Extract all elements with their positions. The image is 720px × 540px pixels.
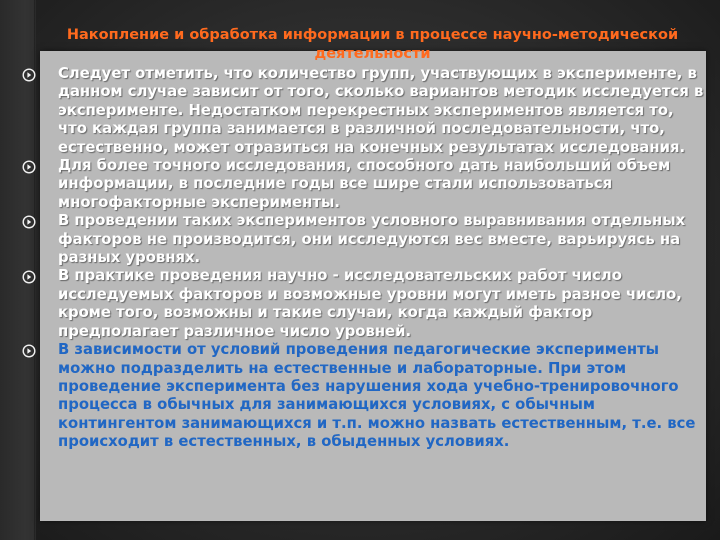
circled-arrow-icon (22, 270, 36, 284)
bullet-text: Для более точного исследования, способного дать наибольший объем информации, в последние годы все шире стали использоваться многофакторные эксперименты. (58, 157, 671, 211)
bullet-text: В проведении таких экспериментов условного выравнивания отдельных факторов не производится, они исследуются вес вместе, варьируясь на разных уровнях. (58, 212, 686, 267)
circled-arrow-icon (22, 215, 36, 229)
bullet-item (22, 65, 706, 157)
bullet-item-highlighted (22, 341, 706, 451)
bullet-text: В зависимости от условий проведения педагогические эксперименты можно подразделить на естественные и лабораторные. При этом проведение эксперимента без нарушения хода учебно-тренировочного процесса в обычных для занимающихся условиях, с обычным контингентом занимающихся и т.п. можно назвать естественным, т.е. все происходит в естественных, в обыденных условиях. (58, 341, 696, 451)
circled-arrow-icon (22, 160, 36, 174)
slide-title: Накопление и обработка информации в процессе научно-методической деятельности (66, 27, 679, 62)
bullet-text: В практике проведения научно - исследовательских работ число исследуемых факторов и возможные уровни могут иметь разное число, кроме того, возможны и такие случаи, когда каждый фактор предполагает различное число уровней. (58, 267, 682, 340)
bullet-list (22, 65, 706, 452)
bullet-item (22, 157, 706, 212)
circled-arrow-icon (22, 344, 36, 358)
bullet-item (22, 212, 706, 267)
circled-arrow-icon (22, 68, 36, 82)
bullet-text: Следует отметить, что количество групп, участвующих в эксперименте, в данном случае зависит от того, сколько вариантов методик исследуется в эксперименте. Недостатком перекрестных экспериментов является то, что каждая группа занимается в различной последовательности, что, естественно, может отразиться на конечных результатах исследования. (58, 65, 704, 156)
bullet-item (22, 267, 706, 341)
